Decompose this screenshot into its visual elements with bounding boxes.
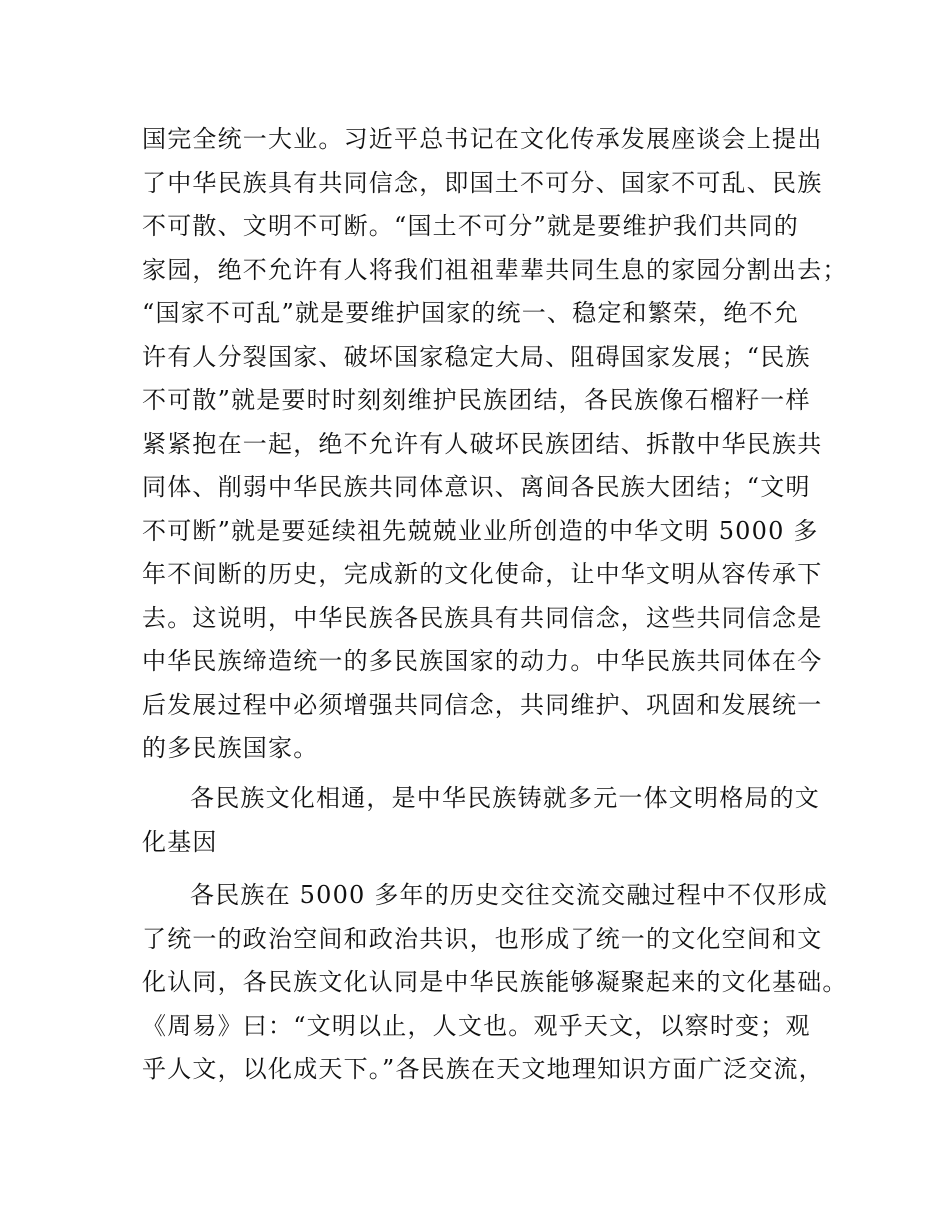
paragraph-line: 中华民族缔造统一的多民族国家的动力。中华民族共同体在今 [142,647,823,675]
paragraph-line: 了统一的政治空间和政治共识，也形成了统一的文化空间和文 [142,924,823,953]
paragraph-line: 不可散”就是要时时刻刻维护民族团结，各民族像石榴籽一样 [142,386,811,414]
paragraph-line: 化基因 [142,827,218,856]
paragraph-line: 《周易》曰：“文明以止，人文也。观乎天文，以察时变；观 [142,1011,811,1040]
paragraph-line: 许有人分裂国家、破坏国家稳定大局、阻碍国家发展；“民族 [142,342,811,371]
body-paragraph-1 [142,118,848,771]
paragraph-line: 国完全统一大业。习近平总书记在文化传承发展座谈会上提出 [142,125,823,153]
paragraph-line: 不可散、文明不可断。“国土不可分”就是要维护我们共同的 [142,212,799,240]
paragraph-line: 各民族在 5000 多年的历史交往交流交融过程中不仅形成 [190,881,828,909]
paragraph-line: 乎人文，以化成天下。”各民族在天文地理知识方面广泛交流， [142,1055,824,1083]
paragraph-line: “国家不可乱”就是要维护国家的统一、稳定和繁荣，绝不允 [142,299,799,327]
paragraph-line: 去。这说明，中华民族各民族具有共同信念，这些共同信念是 [142,603,823,632]
paragraph-line: 了中华民族具有共同信念，即国土不可分、国家不可乱、民族 [142,168,823,197]
paragraph-line: 各民族文化相通，是中华民族铸就多元一体文明格局的文 [190,784,820,812]
paragraph-line: 不可断”就是要延续祖先兢兢业业所创造的中华文明 5000 多 [142,516,819,545]
paragraph-line: 后发展过程中必须增强共同信念，共同维护、巩固和发展统一 [142,690,823,719]
paragraph-line: 紧紧抱在一起，绝不允许有人破坏民族团结、拆散中华民族共 [142,429,823,458]
paragraph-line: 年不间断的历史，完成新的文化使命，让中华文明从容传承下 [142,560,823,588]
paragraph-line: 的多民族国家。 [142,734,319,762]
body-paragraph-3 [142,874,848,1092]
paragraph-line: 家园，绝不允许有人将我们祖祖辈辈共同生息的家园分割出去； [142,255,848,284]
paragraph-line: 化认同，各民族文化认同是中华民族能够凝聚起来的文化基础。 [142,968,848,996]
section-heading-paragraph [142,777,820,864]
paragraph-line: 同体、削弱中华民族共同体意识、离间各民族大团结；“文明 [142,473,811,501]
